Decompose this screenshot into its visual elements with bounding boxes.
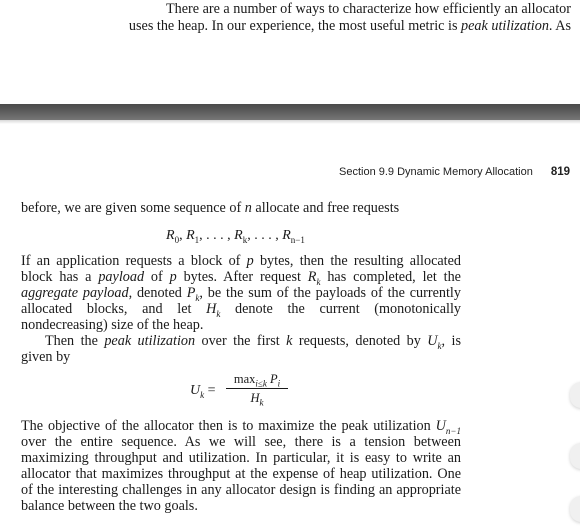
sub-k: k [316,276,321,287]
text: allocate and free requests [251,200,400,216]
variable-p: p [169,269,177,286]
seq-r1: R [186,228,195,243]
text: requests, denoted by [292,333,428,349]
max-operator: max [233,372,256,386]
variable-p-upper: P [186,285,196,302]
peak-utilization-term: peak utilization [461,18,549,34]
peak-utilization-term: peak utilization [104,333,196,349]
max-subscript: i≤k [255,378,267,389]
formula-equals: = [204,383,216,398]
formula-p: P [269,372,278,386]
previous-page-line-1: There are a number of ways to characterize how efficiently an allocator [165,1,571,17]
formula-numerator [226,372,288,387]
text: , denoted [128,285,187,302]
seq-dots: . . . , [254,228,279,243]
text: , be the sum of the payloads of the currently allocated blocks, and let [21,285,461,318]
text: bytes, then the resulting allocated block has a [21,253,462,286]
text: Then the [45,333,105,349]
previous-page-fragment [0,0,580,104]
text: over the first [195,333,287,349]
peak-utilization-formula [190,372,310,412]
text: If an application requests a block of [21,253,247,269]
side-scroll-handle[interactable] [570,496,580,522]
text: denote the current (monotonically nondecreasing) size of the heap. [21,301,461,334]
variable-r: R [307,269,317,286]
page-number: 819 [550,166,570,178]
formula-u: U [190,383,201,398]
text: , is given by [21,333,461,366]
side-scroll-handle[interactable] [570,443,580,469]
text: has completed, let the [320,269,461,286]
seq-sep: , [179,228,187,243]
paragraph-payload-definition [21,253,461,333]
page-break-shadow [0,120,580,124]
seq-rn: R [282,228,291,243]
seq-dots: . . . , [206,228,231,243]
text: bytes. After request [176,269,308,286]
seq-sep: , [247,228,255,243]
formula-sub-k: k [259,397,264,408]
seq-sub-n: n−1 [290,234,305,245]
seq-sub-1: 1 [194,234,200,245]
seq-sub-0: 0 [174,234,180,245]
paragraph-peak-utilization [21,333,461,365]
formula-h: H [250,391,260,405]
previous-page-line-2 [0,17,580,35]
seq-sep: , [199,228,207,243]
variable-k: k [286,333,293,349]
paragraph-before [21,200,461,216]
formula-sub-k: k [200,389,205,400]
variable-u: U [427,333,438,349]
formula-lhs [190,383,216,399]
sub-k: k [437,340,442,351]
variable-u: U [435,418,446,434]
request-sequence [166,228,305,244]
text: of [144,269,170,286]
text: over the entire sequence. As we will see, there is a tension between maximizing throughput and utilization. In particular, it is easy to write an allocator that maximizes throughput at the expense of heap utilization. One of the interesting challenges in any allocator design is finding an appropriate balance between the two goals. [21,434,461,515]
text: The objective of the allocator then is to maximize the peak utilization [21,418,436,434]
text: before, we are given some sequence of [21,200,245,216]
page-break-divider [0,104,580,120]
aggregate-payload-term: aggregate payload [21,285,129,302]
seq-sub-k: k [242,234,248,245]
previous-page-line-2-text: uses the heap. In our experience, the most useful metric is [128,18,462,34]
previous-page-line-2-end: . As [548,18,571,34]
sub-k: k [195,293,200,304]
payload-term: payload [98,269,145,286]
sub-k: k [216,309,221,320]
variable-h: H [206,301,217,318]
paragraph-objective [21,418,461,515]
seq-rk: R [234,228,243,243]
sub-n-minus-1: n−1 [445,425,461,436]
seq-r0: R [166,228,175,243]
side-scroll-handle[interactable] [570,382,580,408]
running-header [0,166,570,178]
variable-n: n [244,200,252,216]
formula-fraction [226,372,288,406]
section-title: Section 9.9 Dynamic Memory Allocation [339,166,533,178]
formula-sub-i: i [277,378,281,389]
formula-denominator [226,391,288,406]
variable-p: p [246,253,254,269]
